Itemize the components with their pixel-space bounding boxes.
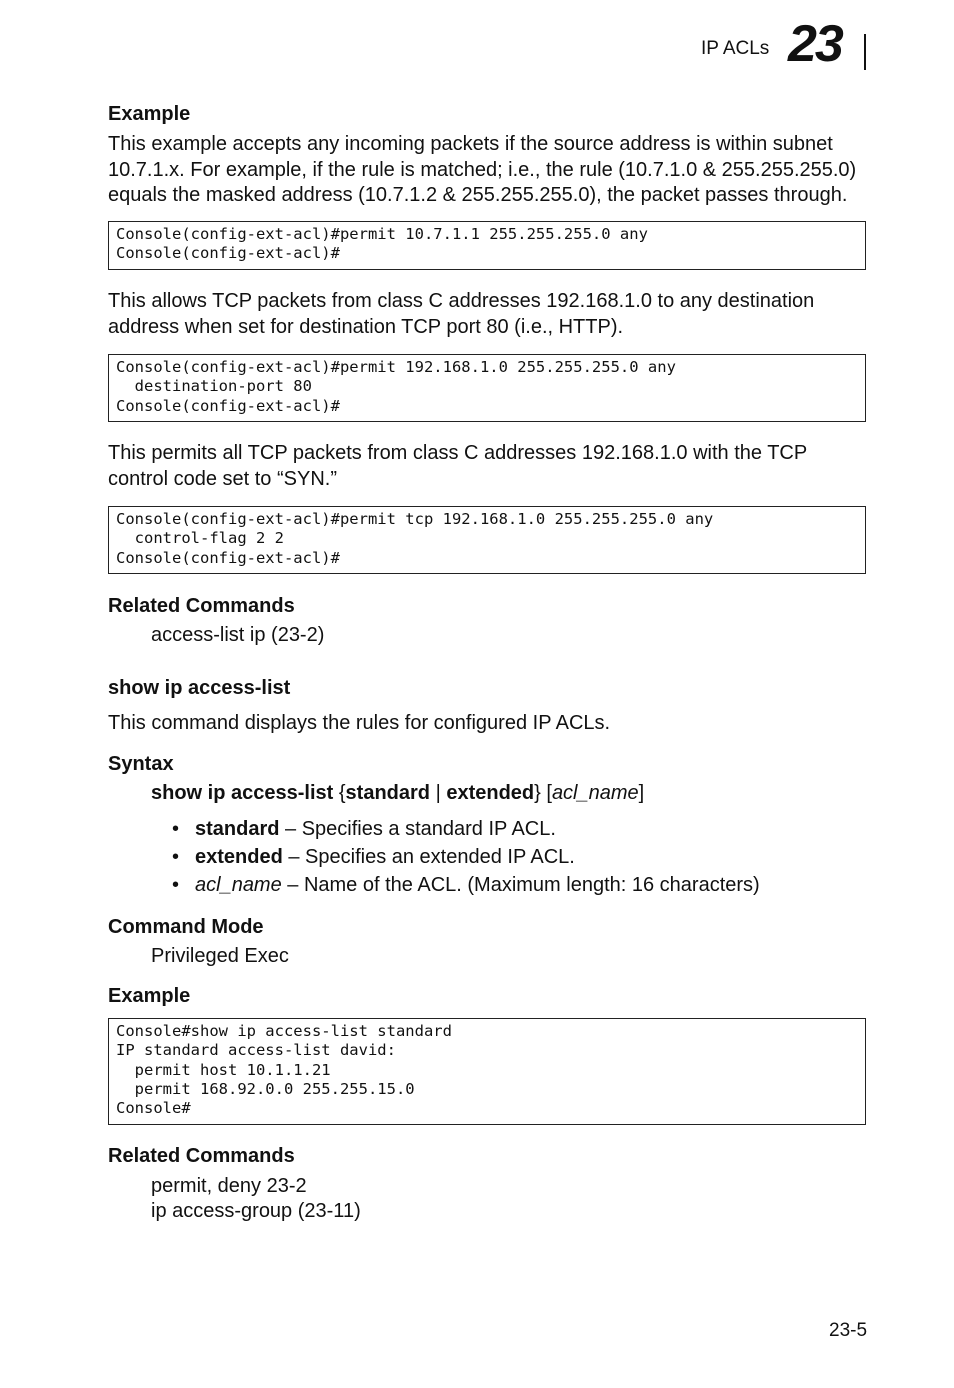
command-description: This command displays the rules for configured IP ACLs. (108, 712, 611, 734)
related-command-link[interactable]: access-list ip (23-2) (151, 624, 325, 646)
paragraph-line: equals the masked address (10.7.1.2 & 255.255.255.0), the packet passes through. (108, 184, 848, 206)
header-divider (864, 34, 866, 70)
bullet-marker: • (172, 874, 180, 896)
paragraph-line: control code set to “SYN.” (108, 467, 337, 490)
bullet-desc: – Name of the ACL. (Maximum length: 16 characters) (281, 874, 760, 896)
code-block: Console#show ip access-list standard IP standard access-list david: permit host 10.1.1.21 permit 168.92.0.0 255.255.15.0 Console# (108, 1018, 866, 1125)
bullet-term: acl_name (195, 874, 282, 896)
related-commands-heading: Related Commands (108, 1145, 295, 1167)
code-block: Console(config-ext-acl)#permit 10.7.1.1 255.255.255.0 any Console(config-ext-acl)# (108, 221, 866, 270)
syntax-parameter: acl_name (551, 782, 639, 804)
syntax-command: show ip access-list (151, 782, 334, 804)
related-command-link[interactable]: permit, deny 23-2 (151, 1175, 307, 1197)
bullet-marker: • (172, 818, 180, 840)
section-title: IP ACLs (701, 38, 770, 59)
syntax-pipe: | (430, 782, 447, 804)
bullet-term: extended (195, 846, 283, 868)
syntax-brace: } [ (534, 782, 552, 804)
related-commands-heading: Related Commands (108, 595, 295, 617)
bullet-marker: • (172, 846, 180, 868)
bullet-item (195, 874, 760, 897)
syn-paragraph (108, 441, 807, 492)
chapter-number: 23 (788, 15, 842, 73)
syntax-brace: { (333, 782, 346, 804)
syntax-heading: Syntax (108, 753, 174, 775)
code-block: Console(config-ext-acl)#permit tcp 192.168.1.0 255.255.255.0 any control-flag 2 2 Console(config-ext-acl)# (108, 506, 866, 574)
bullet-term: standard (195, 818, 280, 840)
bullet-item (195, 846, 575, 869)
example-heading: Example (108, 103, 191, 125)
paragraph-line: This allows TCP packets from class C addresses 192.168.1.0 to any destination (108, 290, 815, 312)
code-block: Console(config-ext-acl)#permit 192.168.1.0 255.255.255.0 any destination-port 80 Console(config-ext-acl)# (108, 354, 866, 422)
bullet-desc: – Specifies an extended IP ACL. (282, 846, 575, 868)
paragraph-line: This example accepts any incoming packets if the source address is within subnet (108, 133, 833, 155)
syntax-option: extended (446, 782, 535, 804)
paragraph-line: This permits all TCP packets from class C addresses 192.168.1.0 with the TCP (108, 442, 808, 464)
related-command-link[interactable]: ip access-group (23-11) (151, 1200, 361, 1222)
command-title: show ip access-list (108, 677, 291, 699)
paragraph-line: 10.7.1.x. For example, if the rule is matched; i.e., the rule (10.7.1.0 & 255.255.255.0) (108, 158, 857, 181)
page-number: 23-5 (829, 1320, 868, 1341)
example-heading: Example (108, 985, 191, 1007)
command-mode-heading: Command Mode (108, 916, 264, 938)
tcp-paragraph (108, 289, 814, 340)
bullet-item (195, 818, 556, 841)
paragraph-line: address when set for destination TCP port 80 (i.e., HTTP). (108, 315, 624, 338)
syntax-line (151, 781, 644, 807)
example-paragraph (108, 132, 856, 209)
syntax-option: standard (345, 782, 431, 804)
syntax-bracket: ] (638, 782, 645, 804)
bullet-desc: – Specifies a standard IP ACL. (279, 818, 556, 840)
command-mode-value: Privileged Exec (151, 945, 289, 967)
